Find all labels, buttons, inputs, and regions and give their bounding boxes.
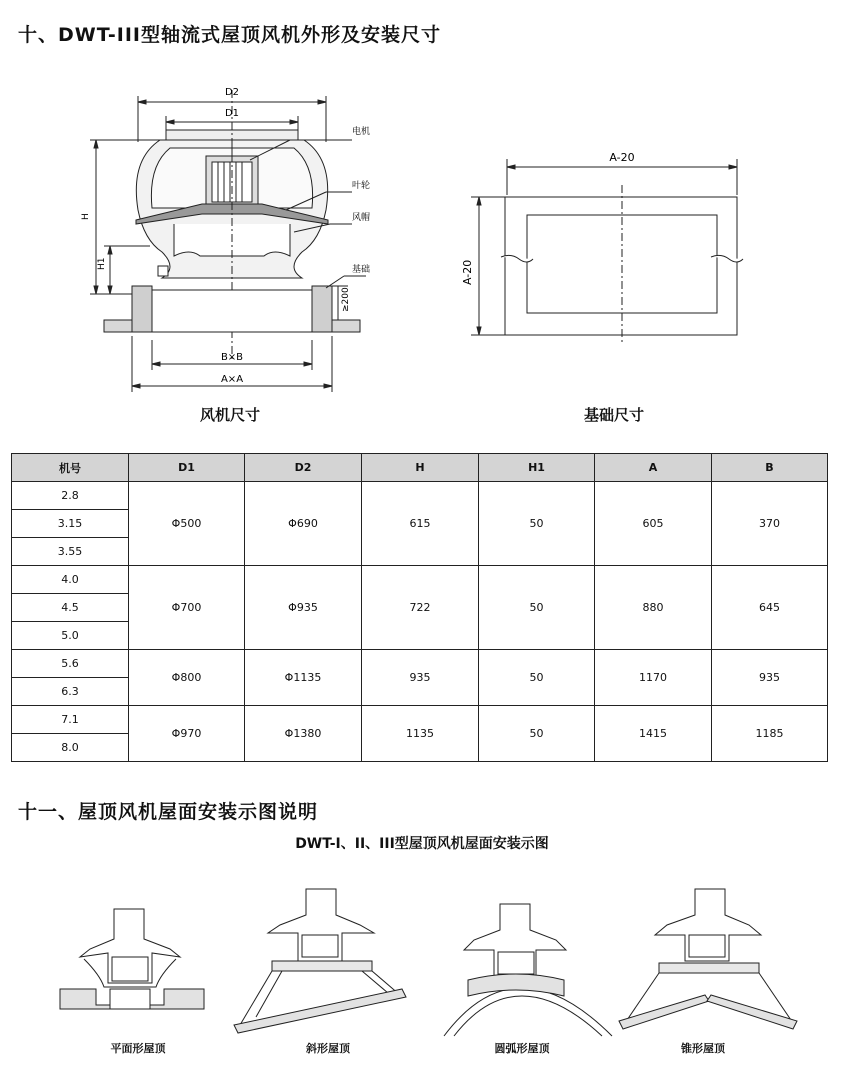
- header-d2: D2: [245, 454, 362, 482]
- label-foundation: 基础: [352, 265, 371, 275]
- h-cell: 615: [362, 482, 479, 566]
- header-d1: D1: [129, 454, 245, 482]
- header-h1: H1: [479, 454, 595, 482]
- model-cell: 4.0: [12, 566, 129, 594]
- conical-roof-diagram: [615, 885, 805, 1035]
- b-cell: 370: [712, 482, 828, 566]
- base-dimensions-caption: 基础尺寸: [583, 406, 644, 424]
- dim-axa: A×A: [220, 374, 244, 385]
- b-cell: 935: [712, 650, 828, 706]
- base-dim-left: A-20: [461, 259, 474, 285]
- table-header-row: [12, 454, 828, 482]
- section-11-subtitle: DWT-I、II、III型屋顶风机屋面安装示图: [295, 836, 549, 852]
- roof-type-flat: 平面形屋顶: [110, 1042, 166, 1055]
- roof-type-conical: 锥形屋顶: [681, 1042, 725, 1055]
- b-cell: 645: [712, 566, 828, 650]
- fan-elevation-drawing: [81, 80, 380, 400]
- h1-cell: 50: [479, 706, 595, 762]
- model-cell: 5.0: [12, 622, 129, 650]
- roof-type-arched: 圆弧形屋顶: [494, 1042, 550, 1055]
- dim-h: H: [81, 213, 91, 220]
- h-cell: 935: [362, 650, 479, 706]
- base-dim-top: A-20: [609, 151, 635, 164]
- d1-cell: Φ800: [129, 650, 245, 706]
- inclined-roof-diagram: [232, 885, 412, 1035]
- arched-roof-diagram: [440, 900, 620, 1040]
- model-cell: 6.3: [12, 678, 129, 706]
- base-drawing: [455, 145, 755, 345]
- table-row: [12, 650, 828, 678]
- dim-min200: ≥200: [341, 287, 351, 312]
- model-cell: 3.15: [12, 510, 129, 538]
- table-row: [12, 566, 828, 594]
- h1-cell: 50: [479, 482, 595, 566]
- d1-cell: Φ500: [129, 482, 245, 566]
- dim-h1: H1: [97, 257, 107, 270]
- model-cell: 5.6: [12, 650, 129, 678]
- h1-cell: 50: [479, 650, 595, 706]
- model-cell: 3.55: [12, 538, 129, 566]
- flat-roof-diagram: [60, 905, 220, 1025]
- section-10-title: 十、DWT-III型轴流式屋顶风机外形及安装尺寸: [18, 24, 441, 46]
- header-a: A: [595, 454, 712, 482]
- table-row: [12, 706, 828, 734]
- dim-d1: D1: [224, 108, 240, 119]
- section-11-title: 十一、屋顶风机屋面安装示图说明: [18, 801, 319, 823]
- model-cell: 2.8: [12, 482, 129, 510]
- header-h: H: [362, 454, 479, 482]
- table-row: [12, 482, 828, 510]
- a-cell: 1170: [595, 650, 712, 706]
- model-cell: 7.1: [12, 706, 129, 734]
- a-cell: 605: [595, 482, 712, 566]
- d2-cell: Φ1135: [245, 650, 362, 706]
- d2-cell: Φ690: [245, 482, 362, 566]
- d1-cell: Φ700: [129, 566, 245, 650]
- dim-d2: D2: [224, 87, 240, 98]
- d2-cell: Φ1380: [245, 706, 362, 762]
- h1-cell: 50: [479, 566, 595, 650]
- d1-cell: Φ970: [129, 706, 245, 762]
- h-cell: 1135: [362, 706, 479, 762]
- label-motor: 电机: [352, 127, 371, 137]
- h-cell: 722: [362, 566, 479, 650]
- spec-table: [11, 453, 828, 762]
- b-cell: 1185: [712, 706, 828, 762]
- model-cell: 4.5: [12, 594, 129, 622]
- header-b: B: [712, 454, 828, 482]
- a-cell: 1415: [595, 706, 712, 762]
- a-cell: 880: [595, 566, 712, 650]
- model-cell: 8.0: [12, 734, 129, 762]
- dim-bxb: B×B: [220, 352, 244, 363]
- header-model: 机号: [12, 454, 129, 482]
- fan-dimensions-caption: 风机尺寸: [199, 406, 260, 424]
- label-impeller: 叶轮: [352, 181, 371, 191]
- roof-type-inclined: 斜形屋顶: [306, 1042, 350, 1055]
- label-hood: 风帽: [352, 213, 371, 223]
- d2-cell: Φ935: [245, 566, 362, 650]
